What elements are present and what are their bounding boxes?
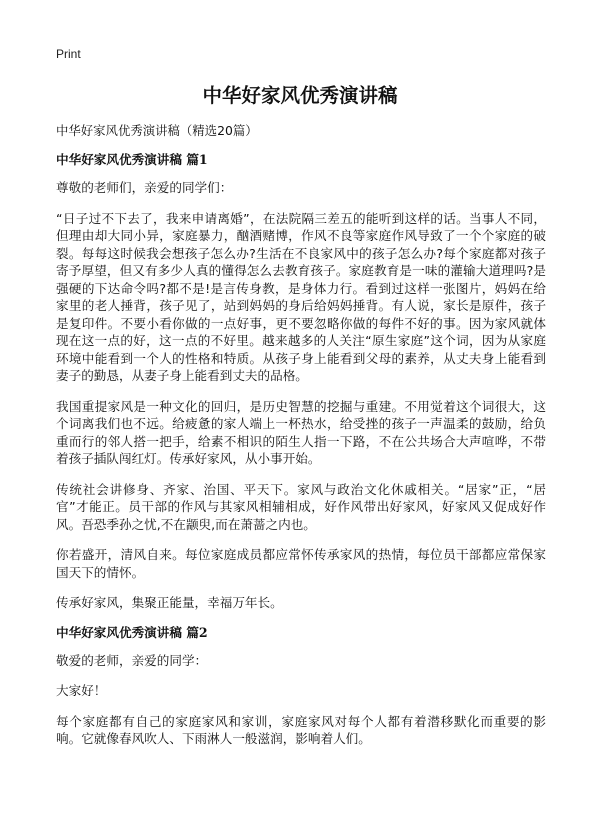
paragraph: 尊敬的老师们，亲爱的同学们： [56,180,233,195]
paragraph: 大家好！ [56,683,107,698]
paragraph: “日子过不下去了，我来申请离婚”，在法院隔三差五的能听到这样的话。当事人不同，但理由却大同小异，家庭暴力，酗酒赌博，作风不良等家庭作风导致了一个个家庭的破裂。每每这时候我会想孩子怎么办?生活在不良家风中的孩子怎么办?每个家庭都对孩子寄予厚望，但又有多少人真的懂得怎么去教育孩子。家庭教育是一味的灌输大道理吗?是强硬的下达命令吗?都不是!是言传身教，是身体力行。看到过这样一张图片，妈妈在给家里的老人捶背，孩子见了，站到妈妈的身后给妈妈捶背。有人说，家长是原件，孩子是复印件。不要小看你做的一点好事，更不要忽略你做的每件不好的事。因为家风就体现在这一点的好，这一点的不好里。越来越多的人关注“原生家庭”这个词，因为从家庭环境中能看到一个人的性格和特质。从孩子身上能看到父母的素养，从丈夫身上能看到妻子的勤恳，从妻子身上能看到丈夫的品格。 [56,210,546,383]
paragraph: 你若盛开，清风自来。每位家庭成员都应常怀传承家风的热情，每位员干部都应常保家国天下的情怀。 [56,547,546,580]
paragraph: 敬爱的老师，亲爱的同学： [56,652,208,668]
paragraph: 每个家庭都有自己的家庭家风和家训，家庭家风对每个人都有着潜移默化而重要的影响。它就像春风吹人、下雨淋人一般滋润，影响着人们。 [56,713,546,746]
paragraph: 传统社会讲修身、齐家、治国、平天下。家风与政治文化休戚相关。“居家”正，“居官”才能正。员干部的作风与其家风相辅相成，好作风带出好家风，好家风又促成好作风。吾恐季孙之忧,不在颛臾,而在萧蔷之内也。 [56,481,546,532]
paragraph: 我国重提家风是一种文化的回归，是历史智慧的挖掘与重建。不用觉着这个词很大，这个词离我们也不远。给疲惫的家人端上一杯热水，给受挫的孩子一声温柔的鼓励，给负重而行的邻人搭一把手，给素不相识的陌生人指一下路，不在公共场合大声喧哗，不带着孩子插队闯红灯。传承好家风，从小事开始。 [56,398,546,466]
document-subtitle: 中华好家风优秀演讲稿（精选20篇） [56,123,258,138]
paragraph: 传承好家风，集聚正能量，幸福万年长。 [56,595,283,610]
document-body [56,152,546,761]
section-heading: 中华好家风优秀演讲稿 篇1 [56,152,208,167]
print-link[interactable]: Print [56,47,81,61]
page-title: 中华好家风优秀演讲稿 [202,84,398,107]
section-heading: 中华好家风优秀演讲稿 篇2 [56,624,208,640]
